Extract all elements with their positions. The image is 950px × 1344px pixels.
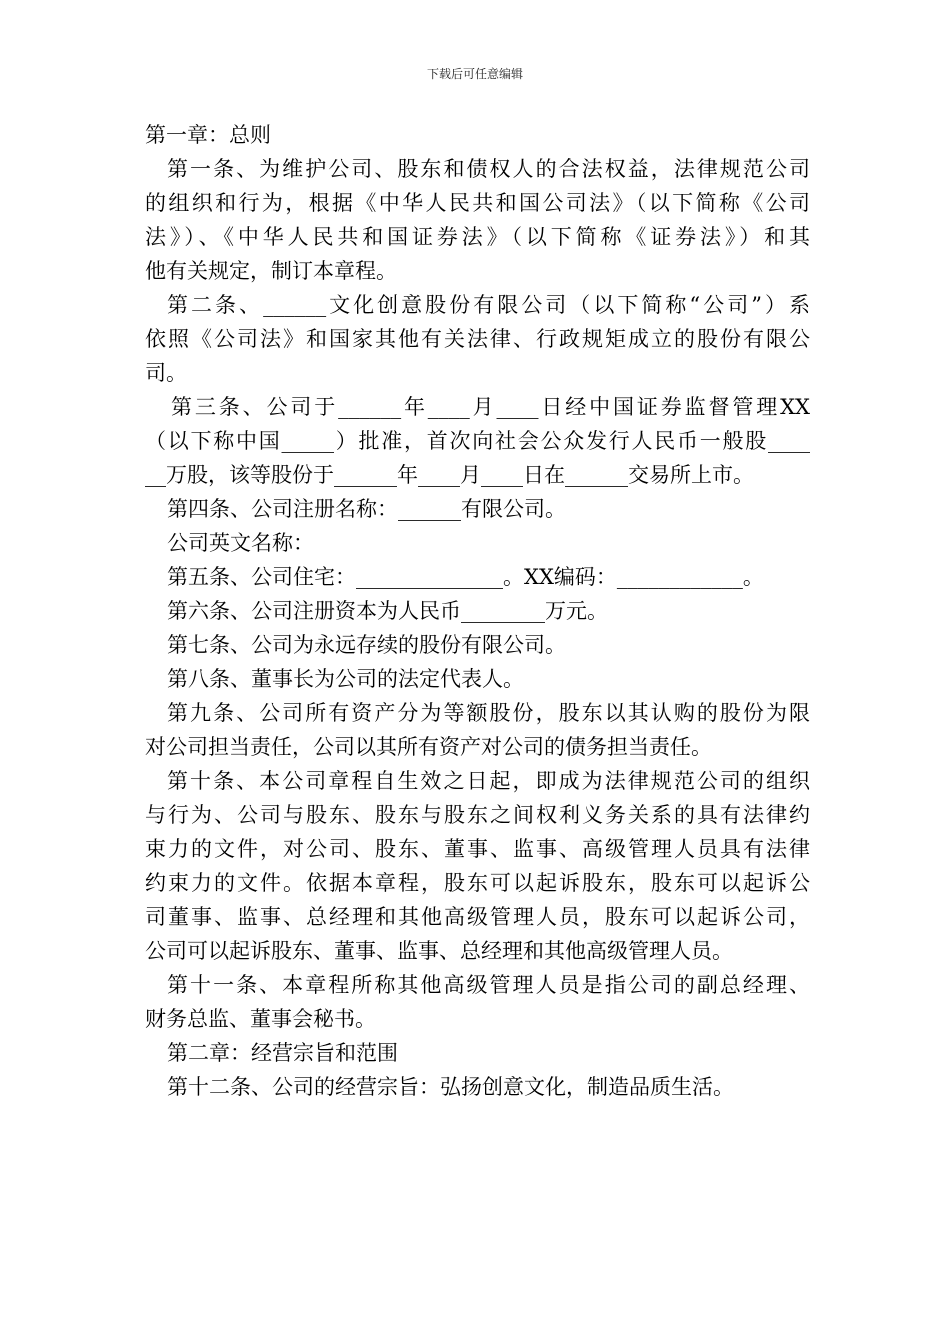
- document-line: 第六条、公司注册资本为人民币________万元。: [167, 599, 608, 623]
- document-line: 司董事、监事、总经理和其他高级管理人员，股东可以起诉公司，: [145, 905, 810, 929]
- document-line: 第十一条、本章程所称其他高级管理人员是指公司的副总经理、: [167, 973, 810, 997]
- document-line: 司。: [145, 361, 187, 385]
- document-line: 公司可以起诉股东、董事、监事、总经理和其他高级管理人员。: [145, 939, 733, 963]
- document-line: 依照《公司法》和国家其他有关法律、行政规矩成立的股份有限公: [145, 327, 810, 351]
- document-line: 他有关规定，制订本章程。: [145, 259, 397, 283]
- document-line: 第一章：总则: [145, 123, 271, 147]
- document-line: 第二章：经营宗旨和范围: [167, 1041, 398, 1065]
- document-line: 第五条、公司住宅：______________。XX编码：____________。: [167, 565, 764, 589]
- document-line: 第八条、董事长为公司的法定代表人。: [167, 667, 524, 691]
- document-line: （以下称中国_____）批准，首次向社会公众发行人民币一般股____: [145, 429, 810, 453]
- document-line: 第十条、本公司章程自生效之日起，即成为法律规范公司的组织: [167, 769, 810, 793]
- page-header: 下载后可任意编辑: [426, 67, 523, 81]
- document-line: 与行为、公司与股东、股东与股东之间权利义务关系的具有法律约: [145, 803, 810, 827]
- document-line: 第七条、公司为永远存续的股份有限公司。: [167, 633, 566, 657]
- document-line: 第三条、公司于______年____月____日经中国证券监督管理XX: [171, 395, 810, 419]
- document-line: 约束力的文件。依据本章程，股东可以起诉股东，股东可以起诉公: [145, 871, 810, 895]
- document-line: __万股，该等股份于______年____月____日在______交易所上市。: [145, 463, 754, 487]
- document-line: 第九条、公司所有资产分为等额股份，股东以其认购的股份为限: [167, 701, 810, 725]
- document-line: 第一条、为维护公司、股东和债权人的合法权益，法律规范公司: [167, 157, 810, 181]
- document-line: 财务总监、董事会秘书。: [145, 1007, 376, 1031]
- document-line: 第二条、______文化创意股份有限公司（以下简称“公司”）系: [167, 293, 810, 317]
- document-line: 的组织和行为，根据《中华人民共和国公司法》（以下简称《公司: [145, 191, 810, 215]
- document-line: 第十二条、公司的经营宗旨：弘扬创意文化，制造品质生活。: [167, 1075, 734, 1099]
- document-line: 第四条、公司注册名称：______有限公司。: [167, 497, 566, 521]
- document-line: 公司英文名称：: [167, 531, 314, 555]
- document-line: 对公司担当责任，公司以其所有资产对公司的债务担当责任。: [145, 735, 712, 759]
- document-body: [145, 118, 810, 1104]
- document-line: 法》）、《中华人民共和国证券法》（以下简称《证券法》）和其: [145, 225, 810, 249]
- document-line: 束力的文件，对公司、股东、董事、监事、高级管理人员具有法律: [145, 837, 810, 861]
